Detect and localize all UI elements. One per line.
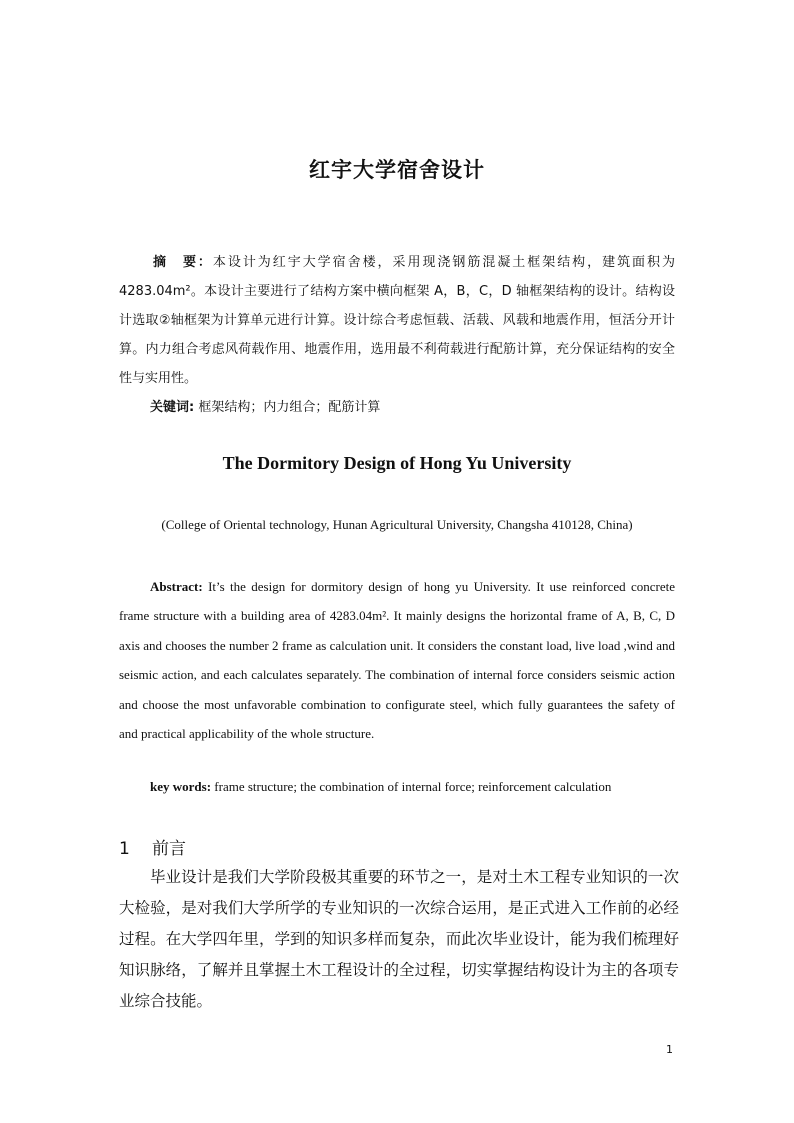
chinese-abstract-text: 本设计为红宇大学宿舍楼，采用现浇钢筋混凝土框架结构，建筑面积为4283.04m²。本设计主要进行了结构方案中横向框架 A，B，C，D 轴框架结构的设计。结构设计选取②轴框架为计算单元进行计算。设计综合考虑恒载、活载、风载和地震作用，恒活分开计算。内力组合考虑风荷载作用、地震作用，选用最不利荷载进行配筋计算，充分保证结构的安全性与实用性。	[119, 255, 675, 386]
chinese-abstract-label: 摘 要：	[153, 255, 213, 270]
affiliation: (College of Oriental technology, Hunan Agricultural University, Changsha 410128, China)	[161, 517, 633, 532]
english-keywords	[150, 779, 611, 795]
section-heading	[119, 834, 186, 859]
english-abstract-label: Abstract:	[150, 579, 203, 594]
english-abstract	[119, 572, 675, 748]
chinese-keywords	[150, 396, 380, 415]
english-keywords-label: key words:	[150, 779, 212, 794]
chinese-title: 红宇大学宿舍设计	[309, 158, 485, 182]
chinese-keywords-label: 关键词:	[150, 400, 195, 415]
english-title: The Dormitory Design of Hong Yu University	[222, 453, 572, 473]
chinese-keywords-text: 框架结构；内力组合；配筋计算	[194, 400, 381, 415]
english-keywords-text: frame structure; the combination of internal force; reinforcement calculation	[211, 779, 612, 794]
english-abstract-text: It’s the design for dormitory design of hong yu University. It use reinforced concrete frame structure with a building area of 4283.04m². It mainly designs the horizontal frame of A, B, C, D axis and chooses the number 2 frame as calculation unit. It considers the constant load, live load ,wind and seismic action, and each calculates separately. The combination of internal force considers seismic action and choose the most unfavorable combination to configurate steel, which fully guarantees the safety of and practical applicability of the whole structure.	[119, 579, 675, 742]
section-number: 1	[119, 839, 130, 859]
page-number: 1	[666, 1043, 673, 1056]
section-body-text: 毕业设计是我们大学阶段极其重要的环节之一，是对土木工程专业知识的一次大检验，是对我们大学所学的专业知识的一次综合运用，是正式进入工作前的必经过程。在大学四年里，学到的知识多样而复杂，而此次毕业设计，能为我们梳理好知识脉络，了解并且掌握土木工程设计的全过程，切实掌握结构设计为主的各项专业综合技能。	[119, 868, 679, 1010]
chinese-abstract	[119, 248, 675, 393]
section-title: 前言	[152, 839, 186, 859]
